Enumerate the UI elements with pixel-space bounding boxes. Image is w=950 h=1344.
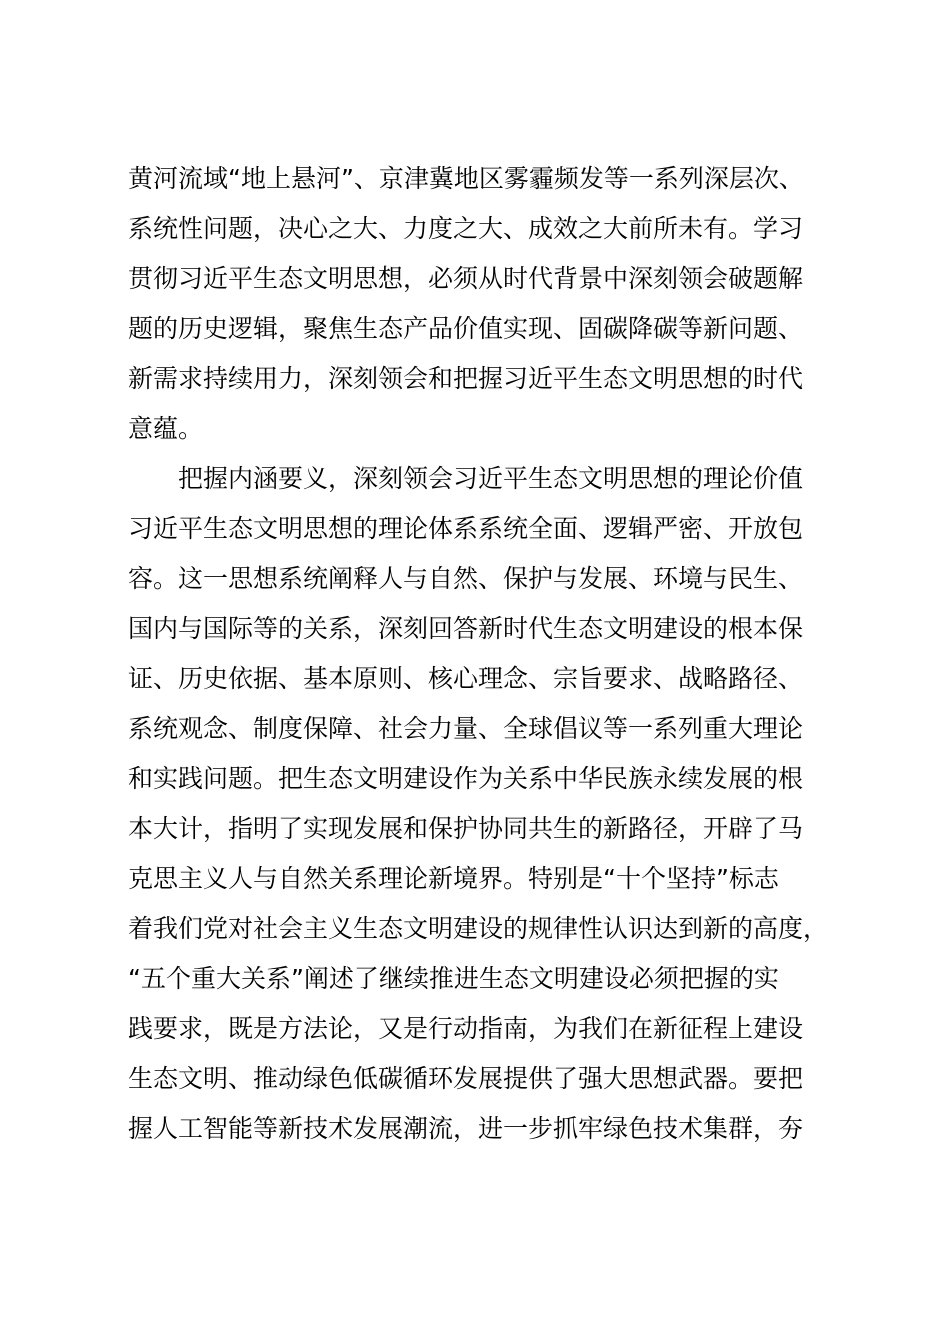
- text-line: 着我们党对社会主义生态文明建设的规律性认识达到新的高度，: [128, 914, 829, 943]
- text-line: 系统观念、制度保障、社会力量、全球倡议等一系列重大理论: [128, 714, 804, 743]
- text-line: 践要求，既是方法论，又是行动指南，为我们在新征程上建设: [128, 1014, 804, 1043]
- text-line: 容。这一思想系统阐释人与自然、保护与发展、环境与民生、: [128, 564, 804, 593]
- text-line: 克思主义人与自然关系理论新境界。特别是“十个坚持”标志: [128, 864, 779, 893]
- text-line: 本大计，指明了实现发展和保护协同共生的新路径，开辟了马: [128, 814, 804, 843]
- body-text: [128, 154, 858, 1154]
- text-line: 题的历史逻辑，聚焦生态产品价值实现、固碳降碳等新问题、: [128, 314, 804, 343]
- text-line: 贯彻习近平生态文明思想，必须从时代背景中深刻领会破题解: [128, 264, 804, 293]
- text-line: “五个重大关系”阐述了继续推进生态文明建设必须把握的实: [128, 964, 779, 993]
- text-line: 和实践问题。把生态文明建设作为关系中华民族永续发展的根: [128, 764, 804, 793]
- text-line: 意蕴。: [128, 414, 204, 443]
- text-line: 国内与国际等的关系，深刻回答新时代生态文明建设的根本保: [128, 614, 804, 643]
- text-line: 系统性问题，决心之大、力度之大、成效之大前所未有。学习: [128, 214, 804, 243]
- text-line: 黄河流域“地上悬河”、京津冀地区雾霾频发等一系列深层次、: [128, 164, 804, 193]
- text-line: 证、历史依据、基本原则、核心理念、宗旨要求、战略路径、: [128, 664, 804, 693]
- text-line: 习近平生态文明思想的理论体系系统全面、逻辑严密、开放包: [128, 514, 804, 543]
- paragraph-heading-line: 把握内涵要义，深刻领会习近平生态文明思想的理论价值: [178, 464, 804, 493]
- text-line: 生态文明、推动绿色低碳循环发展提供了强大思想武器。要把: [128, 1064, 804, 1093]
- text-line: 握人工智能等新技术发展潮流，进一步抓牢绿色技术集群，夯: [128, 1114, 804, 1143]
- text-line: 新需求持续用力，深刻领会和把握习近平生态文明思想的时代: [128, 364, 804, 393]
